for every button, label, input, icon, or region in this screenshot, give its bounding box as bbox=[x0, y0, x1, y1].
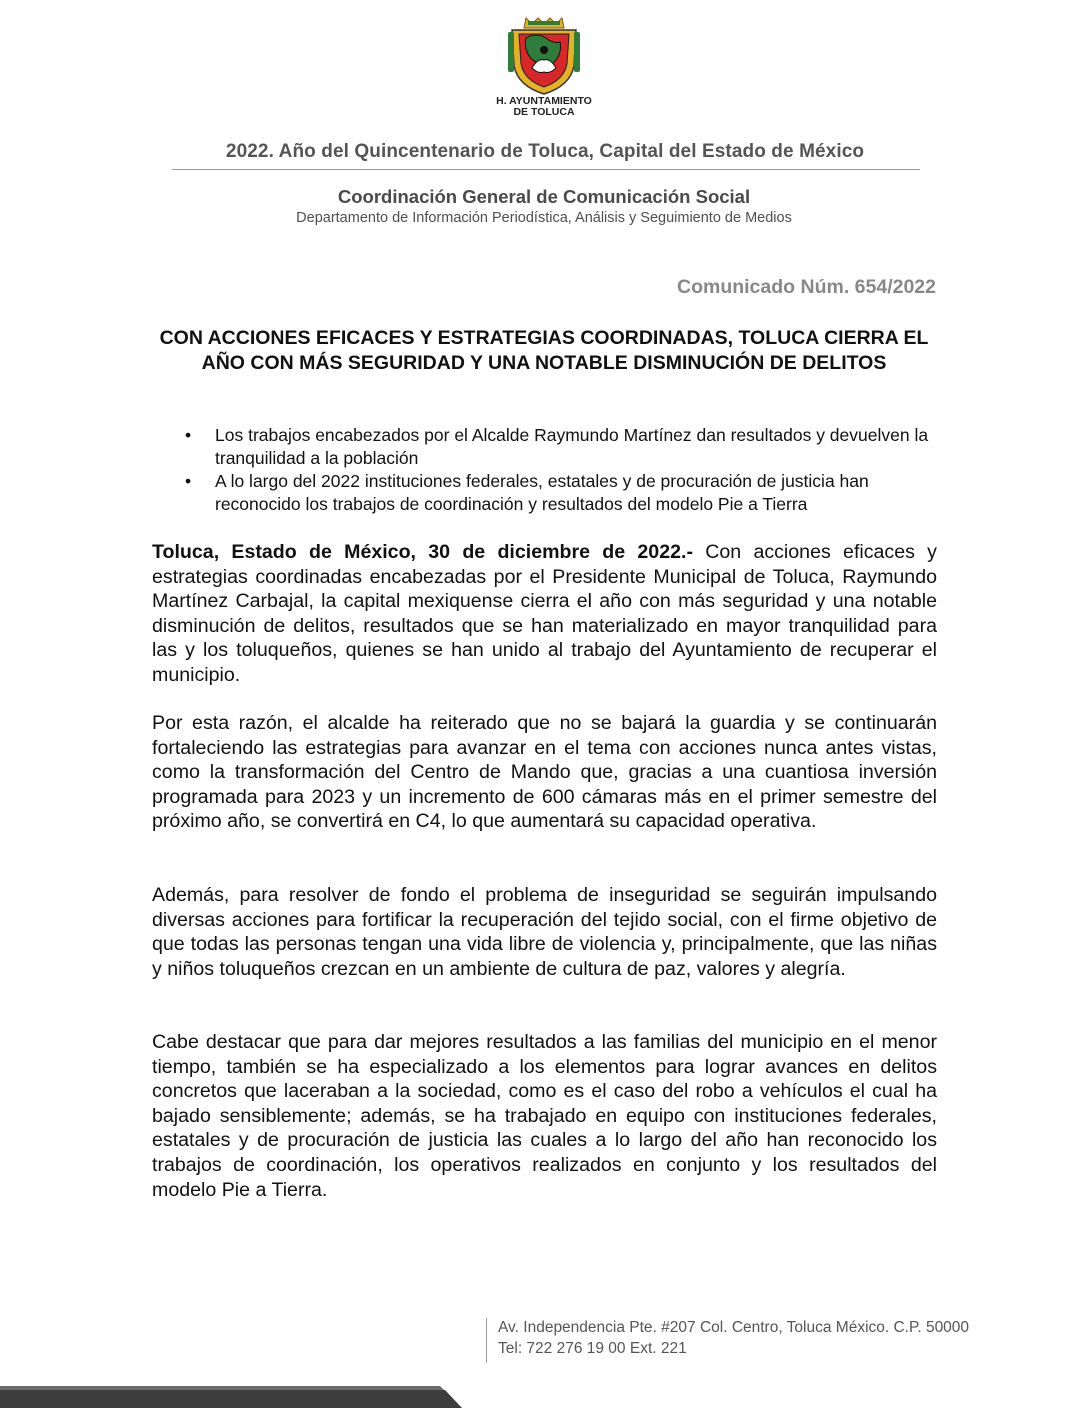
footer-address: Av. Independencia Pte. #207 Col. Centro, Toluca México. C.P. 50000 bbox=[498, 1319, 970, 1336]
footer-divider bbox=[486, 1318, 487, 1363]
body-paragraph-4: Cabe destacar que para dar mejores resultados a las familias del municipio en el menor tiempo, también se ha especializado a los elementos para lograr avances en delitos concretos que laceraban a la sociedad, como es el caso del robo a vehículos el cual ha bajado sensiblemente; además, se ha trabajado en equipo con instituciones federales, estatales y de procuración de justicia las cuales a lo largo del año han reconocido los trabajos de coordinación, los operativos realizados en conjunto y los resultados del modelo Pie a Tierra. bbox=[152, 1031, 937, 1201]
department-subtitle: Departamento de Información Periodística, Análisis y Seguimiento de Medios bbox=[296, 210, 792, 226]
body-paragraph-2: Por esta razón, el alcalde ha reiterado que no se bajará la guardia y se continuarán fortaleciendo las estrategias para avanzar en el tema con acciones nunca antes vistas, como la transformación del Centro de Mando que, gracias a una cuantiosa inversión programada para 2023 y un incremento de 600 cámaras más en el primer semestre del próximo año, se convertirá en C4, lo que aumentará su capacidad operativa. bbox=[152, 712, 937, 833]
body-paragraph-3: Además, para resolver de fondo el problema de inseguridad se seguirán impulsando diversas acciones para fortificar la recuperación del tejido social, con el firme objetivo de que todas las personas tengan una vida libre de violencia y, principalmente, que las niñas y niños toluqueños crezcan en un ambiente de cultura de paz, valores y alegría. bbox=[152, 884, 937, 980]
seal-caption-line1: H. AYUNTAMIENTO bbox=[496, 95, 592, 107]
summary-bullets bbox=[185, 424, 930, 516]
year-motto: 2022. Año del Quincentenario de Toluca, Capital del Estado de México bbox=[225, 141, 865, 162]
coordination-title: Coordinación General de Comunicación Social bbox=[337, 186, 751, 207]
seal-caption-line2: DE TOLUCA bbox=[513, 106, 575, 118]
summary-bullet-text: Los trabajos encabezados por el Alcalde Raymundo Martínez dan resultados y devuelven la tranquilidad a la población bbox=[215, 425, 929, 468]
dateline: Toluca, Estado de México, 30 de diciembre de 2022.- bbox=[152, 541, 693, 563]
release-number: Comunicado Núm. 654/2022 bbox=[676, 276, 936, 298]
footer-band bbox=[0, 1386, 1088, 1408]
toluca-coat-of-arms-logo bbox=[504, 14, 584, 96]
paragraph-1-text: Con acciones eficaces y estrategias coordinadas encabezadas por el Presidente Municipal de Toluca, Raymundo Martínez Carbajal, la capital mexiquense cierra el año con más seguridad y una notable disminución de delitos, resultados que se han materializado en mayor tranquilidad para las y los toluqueños, quienes se han unido al trabajo del Ayuntamiento de recuperar el municipio. bbox=[152, 541, 937, 686]
summary-bullet bbox=[185, 470, 930, 515]
bullet-icon: • bbox=[185, 471, 192, 491]
press-release-headline: CON ACCIONES EFICACES Y ESTRATEGIAS COORDINADAS, TOLUCA CIERRA EL AÑO CON MÁS SEGURIDAD Y UNA NOTABLE DISMINUCIÓN DE DELITOS bbox=[159, 327, 929, 374]
summary-bullet-text: A lo largo del 2022 instituciones federales, estatales y de procuración de justicia han reconocido los trabajos de coordinación y resultados del modelo Pie a Tierra bbox=[215, 471, 869, 514]
summary-bullet bbox=[185, 424, 930, 469]
header-divider bbox=[172, 169, 920, 170]
footer-phone: Tel: 722 276 19 00 Ext. 221 bbox=[498, 1340, 687, 1357]
bullet-icon: • bbox=[185, 425, 192, 445]
body-paragraph-1 bbox=[152, 540, 937, 688]
seal-caption bbox=[464, 96, 624, 118]
